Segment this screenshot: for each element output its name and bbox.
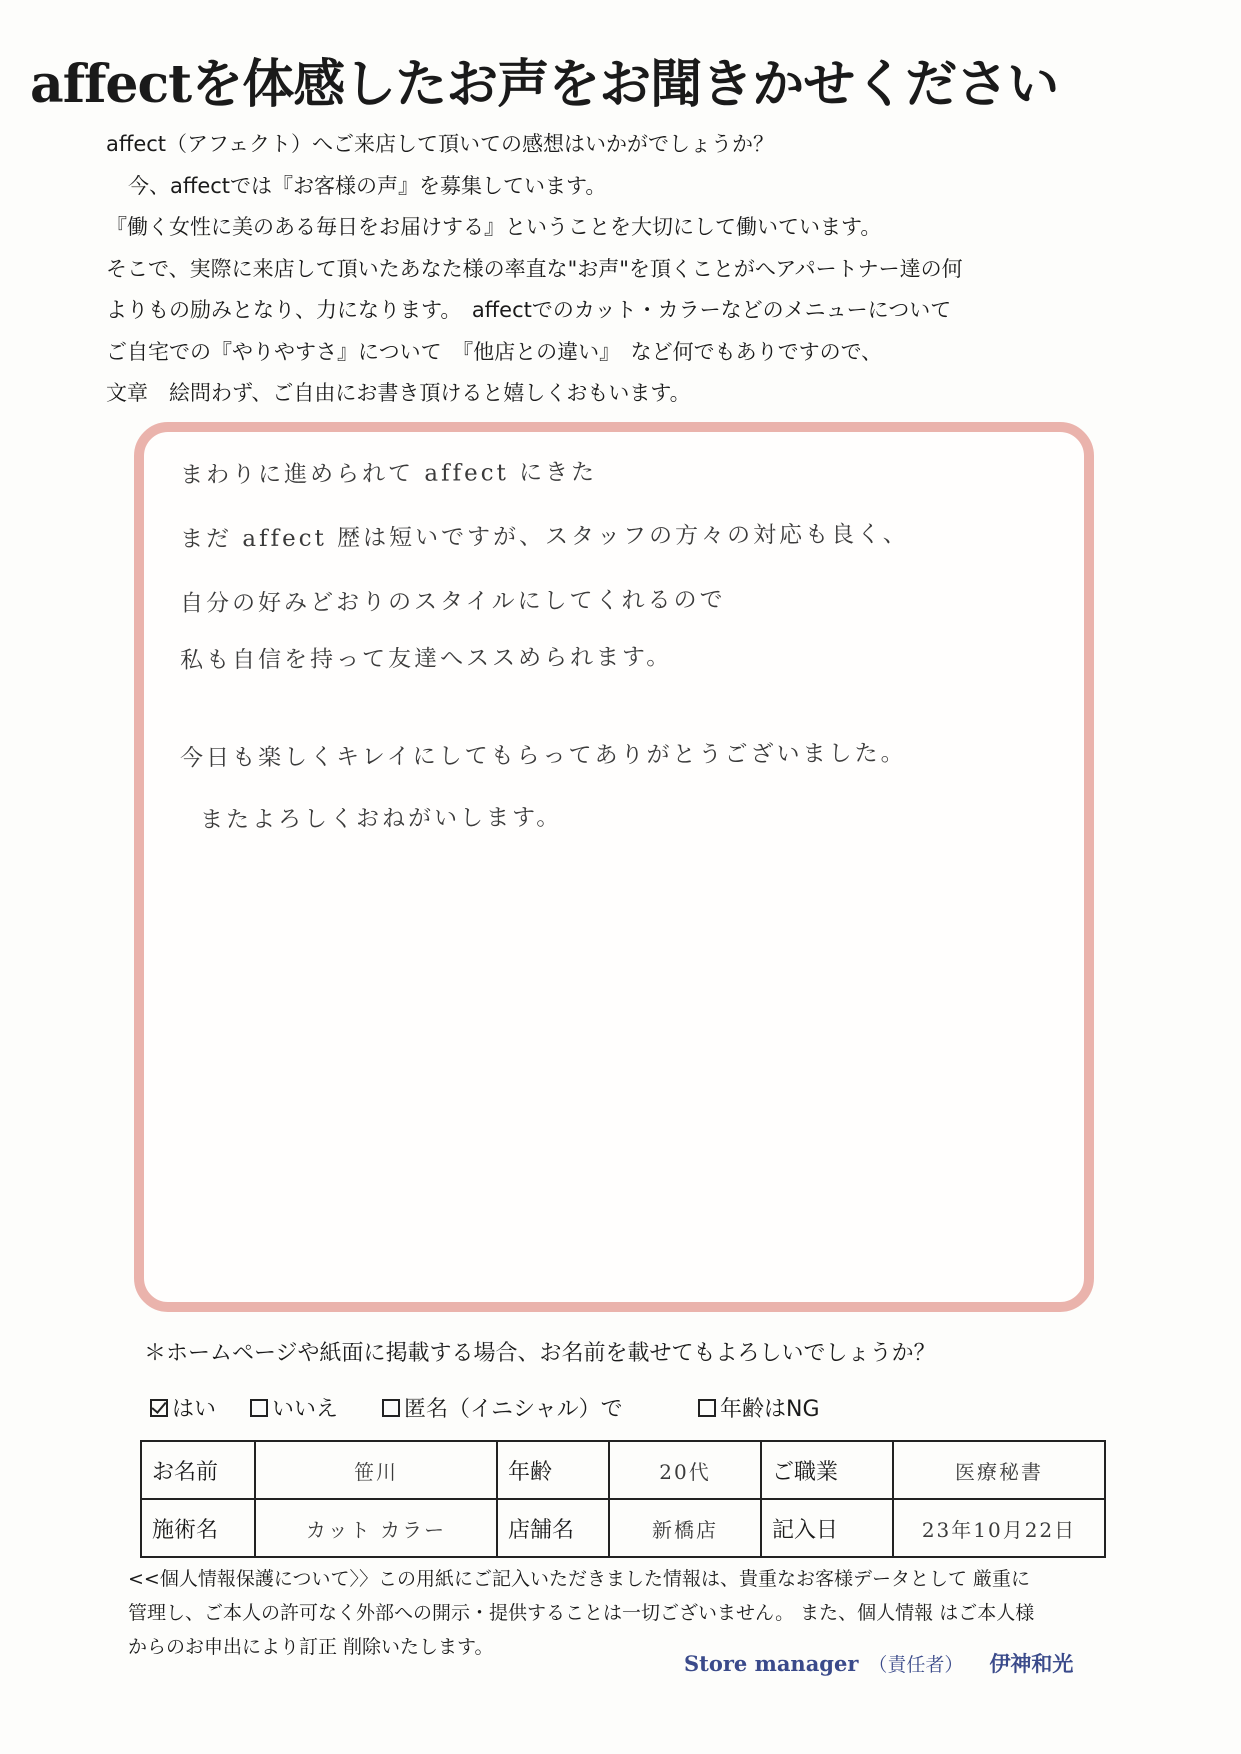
privacy-line: 管理し、ご本人の許可なく外部への開示・提供することは一切ございません。 また、個人情報 はご本人様	[128, 1602, 1035, 1624]
info-row	[141, 1499, 1105, 1557]
store-manager	[684, 1648, 1073, 1678]
intro-line: よりもの励みとなり、力になります。 affectでのカット・カラーなどのメニューについて	[106, 298, 952, 322]
checkbox-anonymous[interactable]	[382, 1399, 400, 1417]
manager-role: （責任者）	[868, 1654, 964, 1676]
option-no[interactable]	[250, 1392, 338, 1423]
option-age-ng[interactable]	[698, 1392, 820, 1423]
intro-text	[106, 124, 1146, 415]
option-no-label: いいえ	[272, 1397, 339, 1422]
date-value: 23年10月22日	[893, 1499, 1105, 1557]
info-table	[140, 1440, 1106, 1558]
age-value: 20代	[609, 1441, 761, 1499]
name-label: お名前	[141, 1441, 255, 1499]
service-label: 施術名	[141, 1499, 255, 1557]
store-label: 店舗名	[497, 1499, 609, 1557]
option-age-ng-label: 年齢はNG	[720, 1397, 820, 1422]
checkbox-age-ng[interactable]	[698, 1399, 716, 1417]
option-anonymous-label: 匿名（イニシャル）で	[404, 1397, 623, 1422]
manager-name: 伊神和光	[989, 1651, 1074, 1676]
age-label: 年齢	[497, 1441, 609, 1499]
privacy-line: からのお申出により訂正 削除いたします。	[128, 1636, 494, 1658]
date-label: 記入日	[761, 1499, 893, 1557]
intro-line: affect（アフェクト）へご来店して頂いての感想はいかがでしょうか？	[106, 132, 774, 156]
intro-line: そこで、実際に来店して頂いたあなた様の率直な"お声"を頂くことがへアパートナー達の何	[106, 256, 963, 281]
handwritten-line: まわりに進められて affect にきた	[179, 459, 598, 489]
consent-question: ＊ホームページや紙面に掲載する場合、お名前を載せてもよろしいでしょうか？	[144, 1341, 936, 1366]
option-anonymous[interactable]	[382, 1392, 623, 1423]
job-value: 医療秘書	[893, 1441, 1105, 1499]
handwritten-line: 私も自信を持って友達へススめられます。	[179, 644, 673, 674]
handwritten-line: まだ affect 歴は短いですが、スタッフの方々の対応も良く、	[179, 521, 909, 553]
checkbox-yes[interactable]	[150, 1399, 168, 1417]
page-title: affectを体感したお声をお聞きかせください	[30, 54, 1059, 115]
message-box	[134, 422, 1094, 1312]
option-yes-label: はい	[172, 1397, 217, 1422]
handwritten-line: 自分の好みどおりのスタイルにしてくれるので	[179, 587, 726, 617]
job-label: ご職業	[761, 1441, 893, 1499]
intro-line: 文章 絵問わず、ご自由にお書き頂けると嬉しくおもいます。	[106, 381, 691, 405]
consent-options	[150, 1392, 1050, 1426]
option-yes[interactable]	[150, 1392, 216, 1423]
store-value: 新橋店	[609, 1499, 761, 1557]
handwritten-line: またよろしくおねがいします。	[199, 804, 563, 834]
handwritten-line: 今日も楽しくキレイにしてもらってありがとうございました。	[179, 740, 907, 772]
name-value: 笹川	[255, 1441, 497, 1499]
service-value: カット カラー	[255, 1499, 497, 1557]
checkbox-no[interactable]	[250, 1399, 268, 1417]
intro-line: 『働く女性に美のある毎日をお届けする』ということを大切にして働いています。	[106, 215, 882, 239]
manager-label: Store manager	[684, 1651, 859, 1676]
privacy-line: <<個人情報保護について〉〉この用紙にご記入いただきました情報は、貴重なお客様データとして 厳重に	[128, 1568, 1031, 1590]
info-row	[141, 1441, 1105, 1499]
intro-line: ご自宅での『やりやすさ』について 『他店との違い』 など何でもありですので、	[106, 339, 883, 364]
intro-line: 今、affectでは『お客様の声』を募集しています。	[128, 173, 607, 198]
